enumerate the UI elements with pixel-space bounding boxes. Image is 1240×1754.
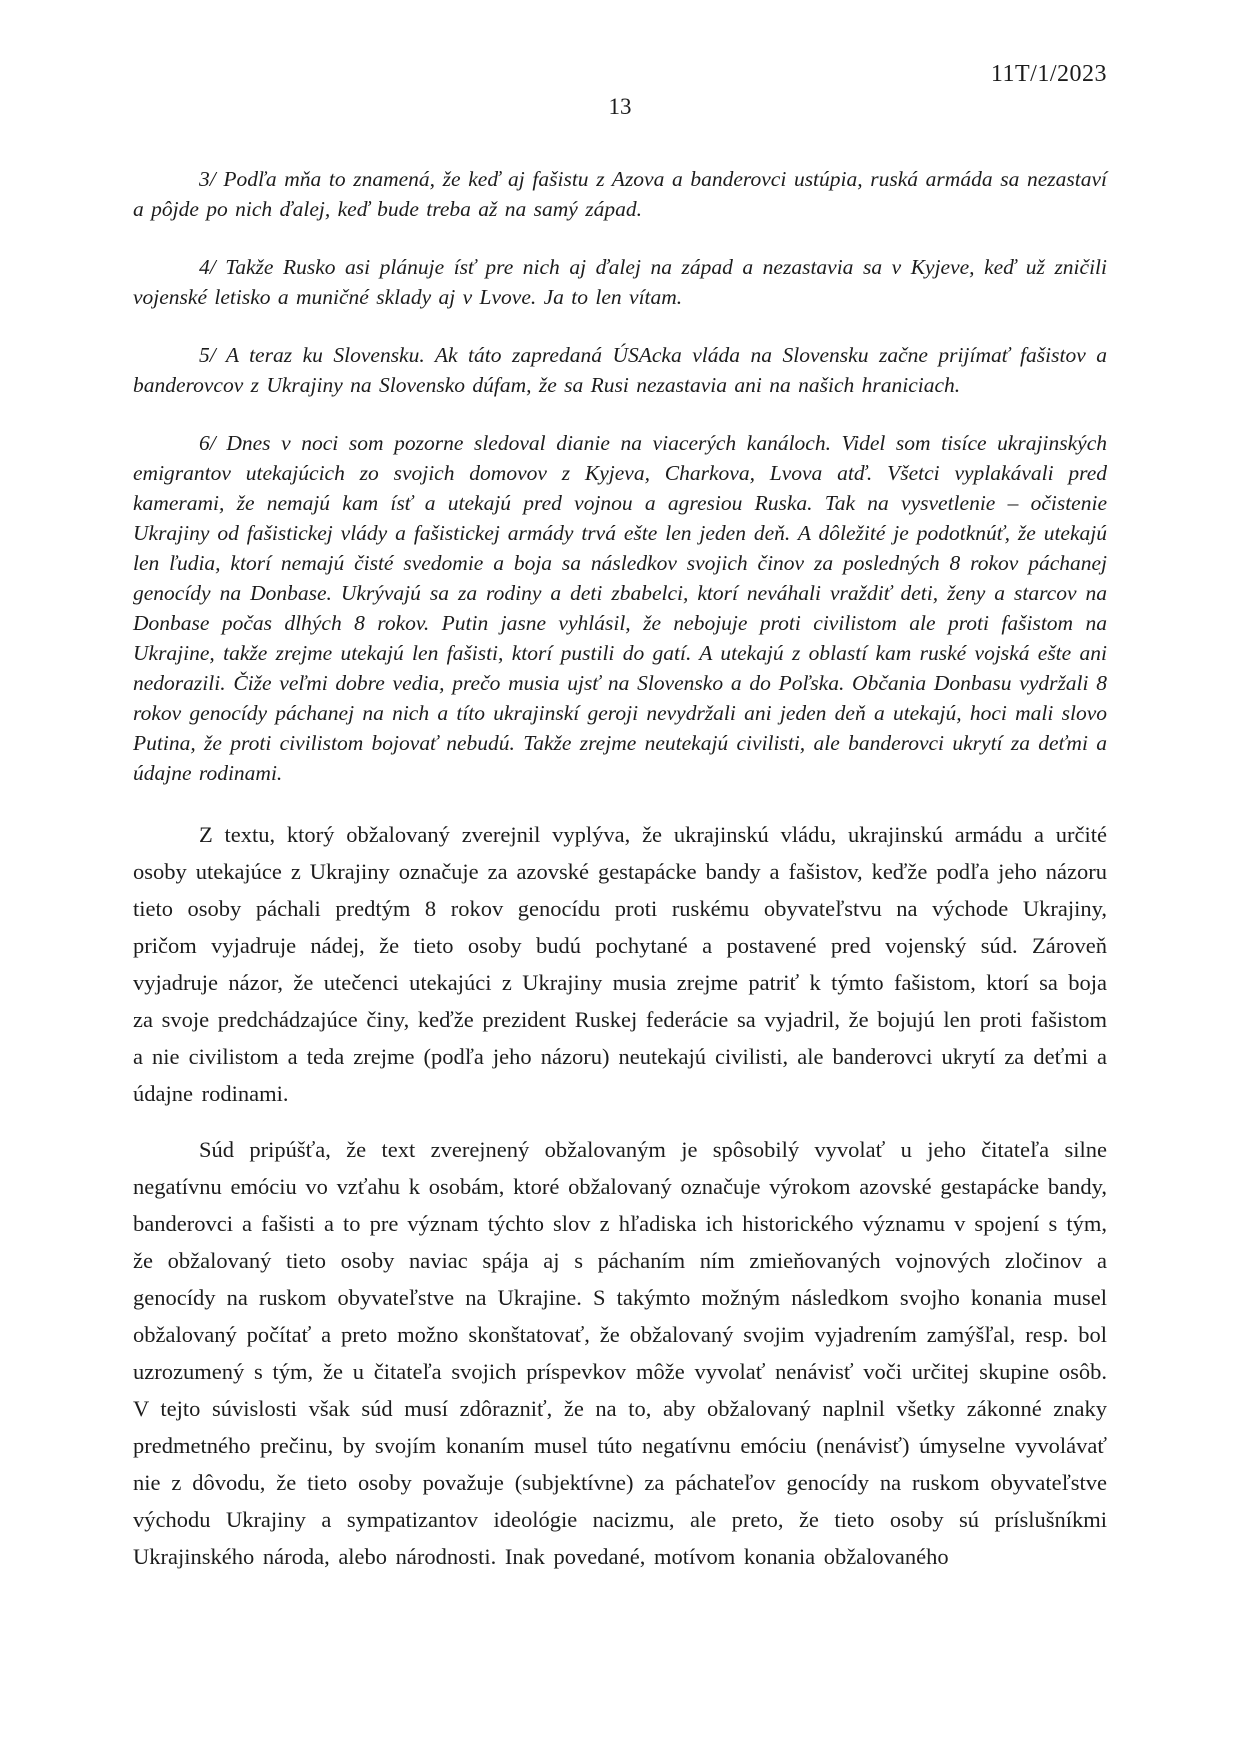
document-body [133,164,1107,1575]
quoted-paragraph-4: 4/ Takže Rusko asi plánuje ísť pre nich aj ďalej na západ a nezastavia sa v Kyjeve, keď už zničili vojenské letisko a muničné sklady aj v Lvove. Ja to len vítam. [133,255,1107,309]
quoted-paragraph-5: 5/ A teraz ku Slovensku. Ak táto zapredaná ÚSAcka vláda na Slovensku začne prijímať fašistov a banderovcov z Ukrajiny na Slovensko dúfam, že sa Rusi nezastavia ani na našich hraniciach. [133,343,1107,397]
analysis-paragraph-2: Súd pripúšťa, že text zverejnený obžalovaným je spôsobilý vyvolať u jeho čitateľa silne negatívnu emóciu vo vzťahu k osobám, ktoré obžalovaný označuje výrokom azovské gestapácke bandy, banderovci a fašisti a to pre význam týchto slov z hľadiska ich historického významu v spojení s tým, že obžalovaný tieto osoby naviac spája aj s páchaním ním zmieňovaných vojnových zločinov a genocídy na ruskom obyvateľstve na Ukrajine. S takýmto možným následkom svojho konania musel obžalovaný počítať a preto možno skonštatovať, že obžalovaný svojim vyjadrením zamýšľal, resp. bol uzrozumený s tým, že u čitateľa svojich príspevkov môže vyvolať nenávisť voči určitej skupine osôb. V tejto súvislosti však súd musí zdôrazniť, že na to, aby obžalovaný naplnil všetky zákonné znaky predmetného prečinu, by svojím konaním musel túto negatívnu emóciu (nenávisť) úmyselne vyvolávať nie z dôvodu, že tieto osoby považuje (subjektívne) za páchateľov genocídy na ruskom obyvateľstve východu Ukrajiny a sympatizantov ideológie nacizmu, ale preto, že tieto osoby sú príslušníkmi Ukrajinského národa, alebo národnosti. Inak povedané, motívom konania obžalovaného [133,1137,1107,1569]
analysis-paragraph-1: Z textu, ktorý obžalovaný zverejnil vyplýva, že ukrajinskú vládu, ukrajinskú armádu a určité osoby utekajúce z Ukrajiny označuje za azovské gestapácke bandy a fašistov, keďže podľa jeho názoru tieto osoby páchali predtým 8 rokov genocídu proti ruskému obyvateľstvu na východe Ukrajiny, pričom vyjadruje nádej, že tieto osoby budú pochytané a postavené pred vojenský súd. Zároveň vyjadruje názor, že utečenci utekajúci z Ukrajiny musia zrejme patriť k týmto fašistom, ktorí sa boja za svoje predchádzajúce činy, keďže prezident Ruskej federácie sa vyjadril, že bojujú len proti fašistom a nie civilistom a teda zrejme (podľa jeho názoru) neutekajú civilisti, ale banderovci ukrytí za deťmi a údajne rodinami. [133,822,1107,1106]
quoted-paragraph-6: 6/ Dnes v noci som pozorne sledoval dianie na viacerých kanáloch. Videl som tisíce ukrajinských emigrantov utekajúcich zo svojich domovov z Kyjeva, Charkova, Lvova atď. Všetci vyplakávali pred kamerami, že nemajú kam ísť a utekajú pred vojnou a agresiou Ruska. Tak na vysvetlenie – očistenie Ukrajiny od fašistickej vlády a fašistickej armády trvá ešte len jeden deň. A dôležité je podotknúť, že utekajú len ľudia, ktorí nemajú čisté svedomie a boja sa následkov svojich činov za posledných 8 rokov páchanej genocídy na Donbase. Ukrývajú sa za rodiny a deti zbabelci, ktorí neváhali vraždiť deti, ženy a starcov na Donbase počas dlhých 8 rokov. Putin jasne vyhlásil, že nebojuje proti civilistom ale proti fašistom na Ukrajine, takže zrejme utekajú len fašisti, ktorí pustili do gatí. A utekajú z oblastí kam ruské vojská ešte ani nedorazili. Čiže veľmi dobre vedia, prečo musia ujsť na Slovensko a do Poľska. Občania Donbasu vydržali 8 rokov genocídy páchanej na nich a títo ukrajinskí geroji nevydržali ani jeden deň a utekajú, hoci mali slovo Putina, že proti civilistom bojovať nebudú. Takže zrejme neutekajú civilisti, ale banderovci ukrytí za deťmi a údajne rodinami. [133,431,1107,785]
page-number: 13 [608,94,632,119]
case-number: 11T/1/2023 [990,61,1107,87]
quoted-paragraph-3: 3/ Podľa mňa to znamená, že keď aj fašistu z Azova a banderovci ustúpia, ruská armáda sa nezastaví a pôjde po nich ďalej, keď bude treba až na samý západ. [133,167,1107,221]
page-header [133,60,1107,88]
